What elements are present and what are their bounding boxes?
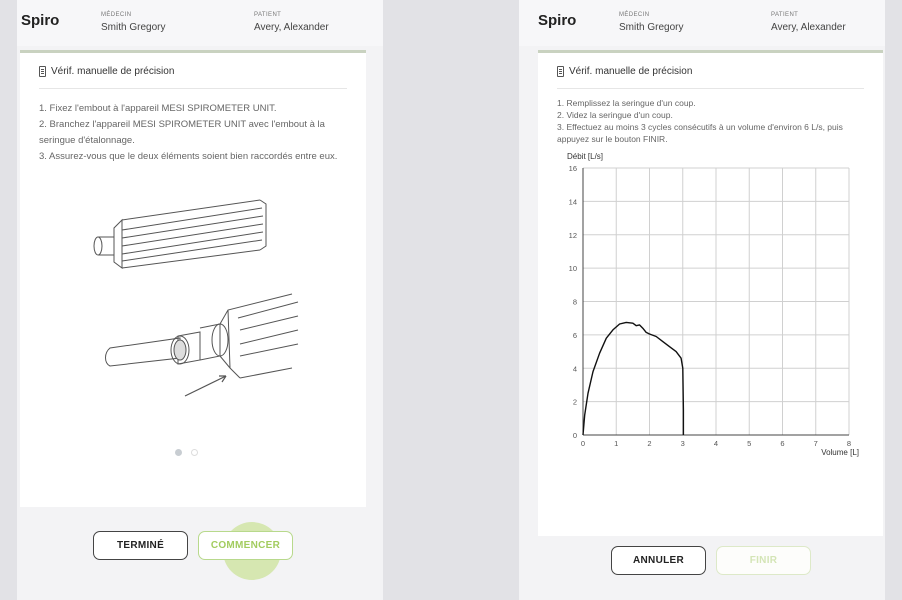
document-icon	[557, 66, 564, 77]
y-tick-label: 6	[572, 330, 577, 340]
y-tick-label: 14	[568, 197, 577, 207]
start-button[interactable]	[198, 531, 293, 560]
x-tick-label: 0	[580, 439, 586, 448]
instruction-step-2: 2. Branchez l'appareil MESI SPIROMETER UNIT avec l'embout à la seringue d'étalonnage.	[39, 119, 325, 146]
app-title: Spiro	[538, 12, 577, 29]
cancel-button[interactable]: ANNULER	[611, 546, 706, 575]
device-illustration	[80, 198, 300, 413]
x-tick-label: 2	[647, 439, 652, 448]
y-tick-label: 2	[572, 397, 577, 407]
x-tick-label: 3	[680, 439, 685, 448]
patient-name: Avery, Alexander	[771, 22, 846, 33]
done-button[interactable]: TERMINÉ	[93, 531, 188, 560]
patient-label: PATIENT	[771, 12, 799, 18]
x-tick-label: 1	[614, 439, 619, 448]
card-header	[39, 63, 347, 89]
app-title: Spiro	[21, 12, 60, 29]
instruction-card	[20, 53, 366, 507]
card-title: Vérif. manuelle de précision	[569, 66, 693, 77]
document-icon	[39, 66, 46, 77]
flow-volume-chart	[538, 146, 883, 466]
y-tick-label: 8	[572, 297, 577, 307]
instruction-step-3: 3. Assurez-vous que le deux éléments soient bien raccordés entre eux.	[39, 151, 338, 162]
x-axis-label: Volume [L]	[821, 448, 859, 457]
doctor-label: MÉDECIN	[619, 12, 650, 18]
finish-button[interactable]: FINIR	[716, 546, 811, 575]
page-dot[interactable]	[191, 449, 198, 456]
card-title: Vérif. manuelle de précision	[51, 66, 175, 77]
y-axis-label: Débit [L/s]	[567, 152, 604, 161]
series-line	[583, 322, 683, 435]
app-header	[17, 0, 383, 46]
app-header	[519, 0, 885, 46]
y-tick-label: 12	[568, 230, 577, 240]
y-tick-label: 16	[568, 164, 577, 173]
y-tick-label: 10	[568, 264, 577, 274]
patient-name: Avery, Alexander	[254, 22, 329, 33]
patient-label: PATIENT	[254, 12, 282, 18]
instruction-list	[557, 97, 864, 145]
right-screen	[519, 0, 885, 600]
start-button-label: COMMENCER	[210, 540, 281, 551]
instruction-list	[39, 101, 347, 165]
y-tick-label: 4	[572, 364, 577, 374]
instruction-step-2: 2. Videz la seringue d'un coup.	[557, 110, 673, 120]
instruction-step-1: 1. Remplissez la seringue d'un coup.	[557, 98, 696, 108]
doctor-name: Smith Gregory	[101, 22, 166, 33]
left-screen	[17, 0, 383, 600]
x-tick-label: 4	[713, 439, 719, 448]
instruction-step-3: 3. Effectuez au moins 3 cycles consécutifs à un volume d'environ 6 L/s, puis appuyez sur le bouton FINIR.	[557, 122, 843, 144]
measurement-card	[538, 53, 883, 536]
x-tick-label: 7	[813, 439, 818, 448]
doctor-label: MÉDECIN	[101, 12, 132, 18]
y-tick-label: 0	[572, 431, 577, 440]
card-header	[557, 63, 864, 89]
x-tick-label: 8	[846, 439, 852, 448]
instruction-step-1: 1. Fixez l'embout à l'appareil MESI SPIROMETER UNIT.	[39, 103, 277, 114]
doctor-name: Smith Gregory	[619, 22, 684, 33]
x-tick-label: 5	[747, 439, 752, 448]
x-tick-label: 6	[780, 439, 785, 448]
page-dot-active[interactable]	[175, 449, 182, 456]
